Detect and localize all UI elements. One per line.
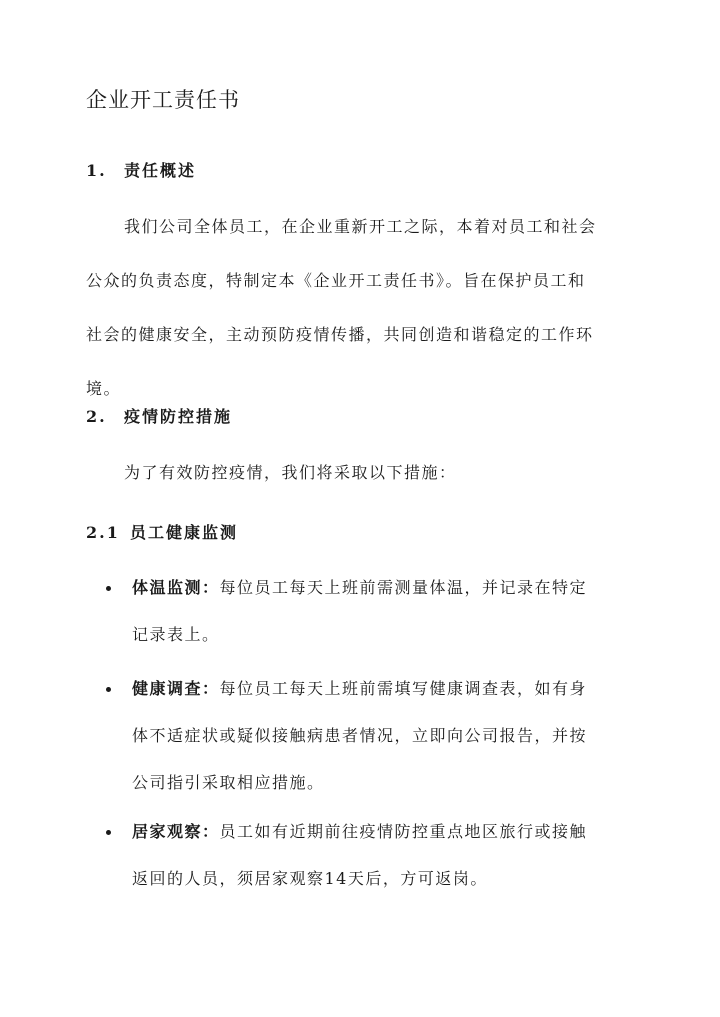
section-2-intro	[86, 446, 646, 500]
list-item-label: 体温监测：	[132, 578, 220, 597]
list-item-label: 健康调查：	[132, 679, 220, 698]
document-title: 企业开工责任书	[86, 88, 240, 112]
list-item-body	[132, 808, 652, 902]
section-2-number: 2.	[86, 407, 107, 426]
subsection-2-1-number: 2.1	[86, 523, 120, 542]
list-item-text: 公司指引采取相应措施。	[132, 773, 325, 792]
bullet-icon	[106, 687, 111, 692]
subsection-2-1-heading	[86, 520, 238, 543]
section-1-number: 1.	[86, 161, 107, 180]
paragraph-line: 社会的健康安全，主动预防疫情传播，共同创造和谐稳定的工作环	[86, 325, 594, 344]
list-item-text: 返回的人员，须居家观察14天后，方可返岗。	[132, 869, 488, 888]
bullet-icon	[106, 830, 111, 835]
paragraph-line: 境。	[86, 379, 122, 398]
list-item-body	[132, 665, 652, 806]
paragraph-line: 公众的负责态度，特制定本《企业开工责任书》。旨在保护员工和	[86, 271, 586, 290]
section-1-title: 责任概述	[124, 161, 197, 180]
subsection-2-1-title: 员工健康监测	[130, 523, 239, 542]
list-item-text: 员工如有近期前往疫情防控重点地区旅行或接触	[219, 822, 588, 841]
bullet-icon	[106, 586, 111, 591]
intro-line: 为了有效防控疫情，我们将采取以下措施：	[124, 463, 457, 482]
section-1-paragraph	[86, 200, 646, 416]
paragraph-line: 我们公司全体员工，在企业重新开工之际，本着对员工和社会	[124, 217, 597, 236]
list-item-text: 体不适症状或疑似接触病患者情况，立即向公司报告，并按	[132, 726, 588, 745]
section-2-title: 疫情防控措施	[124, 407, 233, 426]
list-item-text: 记录表上。	[132, 625, 220, 644]
list-item-label: 居家观察：	[132, 822, 220, 841]
section-2-heading	[86, 404, 232, 427]
list-item-body	[132, 564, 652, 658]
section-1-heading	[86, 158, 196, 181]
list-item-text: 每位员工每天上班前需测量体温，并记录在特定	[219, 578, 588, 597]
list-item-text: 每位员工每天上班前需填写健康调查表，如有身	[219, 679, 588, 698]
